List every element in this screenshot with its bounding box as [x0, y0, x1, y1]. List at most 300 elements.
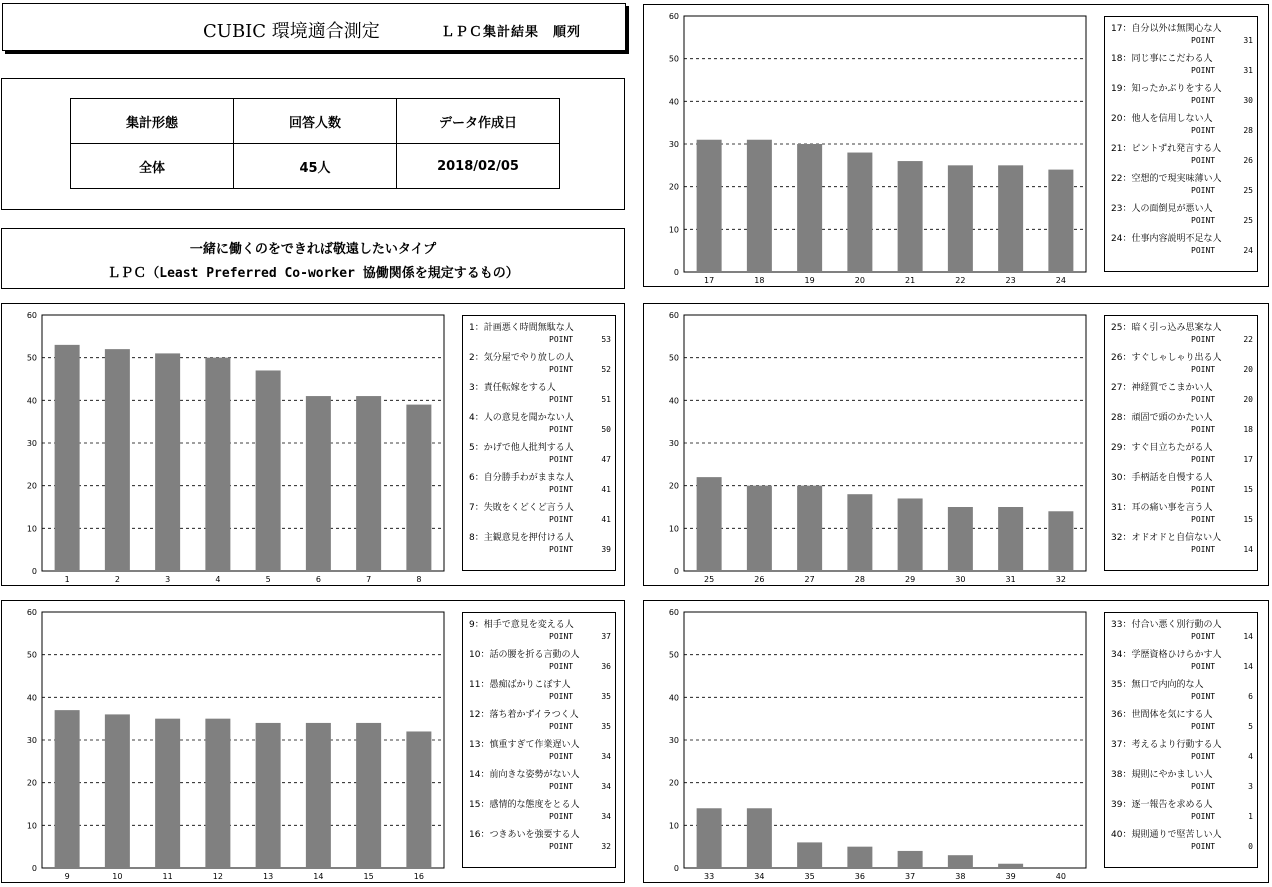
legend-point-value: 51	[601, 395, 611, 404]
legend-point-value: 35	[601, 722, 611, 731]
x-tick-label: 31	[1005, 575, 1016, 584]
legend-label: 26：すぐしゃしゃり出る人	[1111, 353, 1222, 363]
legend-item	[469, 410, 611, 440]
summary-box	[1, 78, 625, 210]
legend-item	[1111, 617, 1253, 647]
legend-point-label: POINT	[1191, 395, 1216, 404]
legend-item	[469, 677, 611, 707]
y-tick-label: 0	[31, 864, 37, 873]
legend-label: 24：仕事内容説明不足な人	[1111, 234, 1222, 244]
chart-legend	[462, 315, 616, 571]
legend-label: 30：手柄話を自慢する人	[1111, 473, 1213, 483]
summary-header-cell: 回答人数	[234, 99, 397, 144]
y-tick-label: 20	[668, 481, 679, 491]
legend-item	[1111, 500, 1253, 530]
bar	[55, 710, 80, 868]
legend-item	[1111, 51, 1253, 81]
legend-point-label: POINT	[1191, 752, 1216, 761]
legend-label: 10：話の腰を折る言動の人	[469, 650, 580, 660]
x-tick-label: 13	[263, 872, 274, 881]
y-tick-label: 0	[673, 864, 679, 873]
legend-point-value: 1	[1248, 812, 1253, 821]
x-tick-label: 23	[1005, 276, 1016, 285]
legend-label: 3：責任転嫁をする人	[469, 383, 556, 393]
bar	[747, 808, 772, 868]
legend-point-value: 34	[601, 812, 611, 821]
x-tick-label: 33	[704, 872, 715, 881]
x-tick-label: 15	[363, 872, 374, 881]
legend-point-label: POINT	[1191, 812, 1216, 821]
bar	[898, 161, 923, 272]
summary-value-cell: 全体	[71, 144, 234, 189]
bar	[105, 349, 130, 571]
x-tick-label: 37	[905, 872, 916, 881]
legend-point-label: POINT	[1191, 455, 1216, 464]
legend-point-label: POINT	[549, 365, 574, 374]
legend-label: 25：暗く引っ込み思案な人	[1111, 323, 1222, 333]
x-tick-label: 32	[1055, 575, 1066, 584]
x-tick-label: 29	[905, 575, 916, 584]
legend-item	[1111, 470, 1253, 500]
legend-point-label: POINT	[549, 662, 574, 671]
legend-point-label: POINT	[549, 692, 574, 701]
bar	[256, 723, 281, 868]
legend-label: 21：ピントずれ発言する人	[1111, 144, 1222, 154]
legend-point-label: POINT	[1191, 692, 1216, 701]
legend-point-label: POINT	[549, 395, 574, 404]
x-tick-label: 24	[1055, 276, 1066, 285]
legend-item	[1111, 320, 1253, 350]
legend-label: 8：主観意見を押付ける人	[469, 533, 574, 543]
bar	[697, 140, 722, 272]
legend-point-value: 26	[1243, 156, 1253, 165]
x-tick-label: 16	[413, 872, 424, 881]
y-tick-label: 10	[26, 821, 37, 831]
legend-point-label: POINT	[549, 545, 574, 554]
legend-item	[1111, 737, 1253, 767]
bar	[356, 396, 381, 571]
legend-point-label: POINT	[549, 812, 574, 821]
x-tick-label: 18	[754, 276, 765, 285]
x-tick-label: 10	[112, 872, 123, 881]
legend-label: 16：つきあいを強要する人	[469, 830, 580, 840]
legend-item	[1111, 677, 1253, 707]
legend-item	[1111, 827, 1253, 857]
x-tick-label: 35	[804, 872, 815, 881]
legend-item	[1111, 647, 1253, 677]
legend-point-label: POINT	[1191, 36, 1216, 45]
legend-point-value: 6	[1248, 692, 1253, 701]
legend-label: 40：規則通りで堅苦しい人	[1111, 830, 1222, 840]
chart-panel	[643, 303, 1269, 586]
legend-item	[469, 707, 611, 737]
legend-point-value: 41	[601, 515, 611, 524]
y-tick-label: 0	[673, 567, 679, 576]
legend-label: 5：かげで他人批判する人	[469, 443, 574, 453]
y-tick-label: 50	[26, 353, 37, 363]
legend-point-label: POINT	[549, 335, 574, 344]
y-tick-label: 30	[668, 439, 679, 448]
legend-point-label: POINT	[1191, 515, 1216, 524]
x-tick-label: 40	[1055, 872, 1066, 881]
x-tick-label: 36	[854, 872, 865, 881]
legend-item	[1111, 410, 1253, 440]
bar	[847, 153, 872, 272]
legend-label: 4：人の意見を聞かない人	[469, 413, 574, 423]
chart-legend	[1104, 16, 1258, 272]
bar	[205, 719, 230, 868]
y-tick-label: 50	[668, 54, 679, 64]
legend-point-label: POINT	[1191, 246, 1216, 255]
bar	[205, 358, 230, 571]
bar	[747, 486, 772, 571]
bar	[948, 855, 973, 868]
y-tick-label: 60	[26, 311, 37, 320]
legend-point-value: 39	[601, 545, 611, 554]
y-tick-label: 30	[668, 736, 679, 745]
bar	[847, 847, 872, 868]
legend-point-value: 34	[601, 782, 611, 791]
y-tick-label: 10	[668, 821, 679, 831]
bar	[406, 731, 431, 868]
legend-point-value: 5	[1248, 722, 1253, 731]
legend-point-value: 28	[1243, 126, 1253, 135]
bar	[998, 864, 1023, 868]
legend-point-value: 31	[1243, 36, 1253, 45]
legend-item	[469, 767, 611, 797]
legend-point-value: 50	[601, 425, 611, 434]
legend-item	[469, 470, 611, 500]
legend-point-value: 14	[1243, 545, 1253, 554]
bar	[797, 842, 822, 868]
y-tick-label: 0	[31, 567, 37, 576]
y-tick-label: 20	[668, 182, 679, 192]
description-line: ＬＰＣ（Least Preferred Co-worker 協働関係を規定するもの）	[107, 266, 519, 281]
legend-item	[1111, 797, 1253, 827]
y-tick-label: 40	[668, 693, 679, 703]
legend-point-label: POINT	[1191, 365, 1216, 374]
y-tick-label: 20	[668, 778, 679, 788]
legend-point-label: POINT	[549, 782, 574, 791]
legend-point-label: POINT	[1191, 545, 1216, 554]
legend-point-value: 0	[1248, 842, 1253, 851]
bar	[948, 165, 973, 272]
x-tick-label: 26	[754, 575, 765, 584]
legend-item	[469, 380, 611, 410]
legend-point-label: POINT	[549, 485, 574, 494]
legend-point-value: 52	[601, 365, 611, 374]
legend-item	[1111, 141, 1253, 171]
legend-point-label: POINT	[1191, 126, 1216, 135]
legend-point-value: 30	[1243, 96, 1253, 105]
legend-point-label: POINT	[1191, 186, 1216, 195]
legend-label: 33：付合い悪く別行動の人	[1111, 620, 1222, 630]
legend-label: 37：考えるより行動する人	[1111, 740, 1222, 750]
y-tick-label: 0	[673, 268, 679, 277]
x-tick-label: 30	[955, 575, 966, 584]
y-tick-label: 20	[26, 778, 37, 788]
y-tick-label: 40	[26, 693, 37, 703]
y-tick-label: 40	[26, 396, 37, 406]
y-tick-label: 50	[26, 650, 37, 660]
legend-item	[469, 797, 611, 827]
legend-point-value: 15	[1243, 515, 1253, 524]
legend-point-label: POINT	[1191, 335, 1216, 344]
y-tick-label: 60	[668, 12, 679, 21]
legend-item	[1111, 530, 1253, 560]
legend-point-value: 25	[1243, 186, 1253, 195]
legend-point-value: 14	[1243, 662, 1253, 671]
legend-point-label: POINT	[549, 752, 574, 761]
bar	[155, 719, 180, 868]
bar	[797, 144, 822, 272]
x-tick-label: 4	[215, 575, 221, 584]
legend-point-value: 3	[1248, 782, 1253, 791]
description-line: 一緒に働くのをできれば敬遠したいタイプ	[189, 242, 437, 257]
legend-point-label: POINT	[1191, 156, 1216, 165]
legend-point-value: 34	[601, 752, 611, 761]
legend-item	[1111, 380, 1253, 410]
y-tick-label: 10	[668, 225, 679, 235]
legend-point-label: POINT	[549, 515, 574, 524]
legend-item	[1111, 171, 1253, 201]
legend-label: 29：すぐ目立ちたがる人	[1111, 443, 1213, 453]
legend-point-value: 20	[1243, 395, 1253, 404]
bar	[697, 477, 722, 571]
legend-label: 19：知ったかぶりをする人	[1111, 84, 1222, 94]
summary-table	[70, 98, 560, 189]
x-tick-label: 8	[416, 575, 422, 584]
legend-point-value: 41	[601, 485, 611, 494]
summary-header-cell: 集計形態	[71, 99, 234, 144]
x-tick-label: 1	[64, 575, 70, 584]
legend-item	[1111, 81, 1253, 111]
bar	[406, 405, 431, 571]
chart-panel	[1, 600, 625, 883]
legend-label: 15：感情的な態度をとる人	[469, 800, 580, 810]
bar	[797, 486, 822, 571]
legend-point-value: 15	[1243, 485, 1253, 494]
legend-label: 23：人の面倒見が悪い人	[1111, 204, 1213, 214]
x-tick-label: 2	[114, 575, 120, 584]
legend-item	[469, 647, 611, 677]
y-tick-label: 10	[26, 524, 37, 534]
x-tick-label: 5	[265, 575, 271, 584]
chart-legend	[462, 612, 616, 868]
bar	[306, 396, 331, 571]
legend-label: 27：神経質でこまかい人	[1111, 383, 1213, 393]
bar	[998, 165, 1023, 272]
legend-item	[469, 440, 611, 470]
legend-item	[469, 737, 611, 767]
legend-label: 7：失敗をくどくど言う人	[469, 503, 574, 513]
legend-item	[1111, 231, 1253, 261]
legend-label: 6：自分勝手わがままな人	[469, 473, 574, 483]
legend-point-value: 22	[1243, 335, 1253, 344]
legend-point-label: POINT	[1191, 722, 1216, 731]
legend-label: 39：逐一報告を求める人	[1111, 800, 1213, 810]
legend-label: 17：自分以外は無関心な人	[1111, 24, 1222, 34]
legend-point-value: 32	[601, 842, 611, 851]
legend-item	[1111, 111, 1253, 141]
x-tick-label: 11	[162, 872, 173, 881]
legend-point-value: 25	[1243, 216, 1253, 225]
legend-point-label: POINT	[549, 632, 574, 641]
legend-item	[1111, 21, 1253, 51]
legend-point-value: 36	[601, 662, 611, 671]
legend-label: 9：相手で意見を変える人	[469, 620, 574, 630]
legend-item	[1111, 707, 1253, 737]
legend-label: 18：同じ事にこだわる人	[1111, 54, 1213, 64]
x-tick-label: 17	[704, 276, 715, 285]
legend-label: 35：無口で内向的な人	[1111, 680, 1204, 690]
y-tick-label: 30	[668, 140, 679, 149]
legend-item	[1111, 440, 1253, 470]
legend-label: 20：他人を信用しない人	[1111, 114, 1213, 124]
x-tick-label: 12	[212, 872, 223, 881]
y-tick-label: 40	[668, 396, 679, 406]
legend-point-value: 53	[601, 335, 611, 344]
bar	[1048, 511, 1073, 571]
bar	[105, 714, 130, 868]
bar	[256, 370, 281, 571]
x-tick-label: 25	[704, 575, 715, 584]
legend-item	[1111, 350, 1253, 380]
legend-point-label: POINT	[1191, 66, 1216, 75]
x-tick-label: 38	[955, 872, 966, 881]
legend-label: 1：計画悪く時間無駄な人	[469, 323, 574, 333]
page-title: CUBIC 環境適合測定	[203, 21, 380, 42]
bar	[948, 507, 973, 571]
legend-label: 34：学歴資格ひけらかす人	[1111, 650, 1222, 660]
y-tick-label: 50	[668, 650, 679, 660]
legend-label: 2：気分屋でやり放しの人	[469, 353, 574, 363]
legend-point-label: POINT	[549, 722, 574, 731]
y-tick-label: 50	[668, 353, 679, 363]
bar	[55, 345, 80, 571]
legend-point-label: POINT	[549, 455, 574, 464]
description-box	[1, 228, 625, 289]
legend-point-value: 14	[1243, 632, 1253, 641]
y-tick-label: 30	[26, 439, 37, 448]
y-tick-label: 10	[668, 524, 679, 534]
chart-panel	[1, 303, 625, 586]
x-tick-label: 9	[64, 872, 70, 881]
bar	[155, 353, 180, 571]
x-tick-label: 6	[315, 575, 321, 584]
y-tick-label: 40	[668, 97, 679, 107]
x-tick-label: 28	[854, 575, 865, 584]
legend-item	[1111, 767, 1253, 797]
legend-item	[1111, 201, 1253, 231]
chart-legend	[1104, 612, 1258, 868]
bar	[898, 851, 923, 868]
chart-panel	[643, 600, 1269, 883]
legend-item	[469, 530, 611, 560]
legend-point-value: 31	[1243, 66, 1253, 75]
legend-point-value: 35	[601, 692, 611, 701]
legend-point-value: 17	[1243, 455, 1253, 464]
y-tick-label: 60	[668, 311, 679, 320]
legend-point-value: 47	[601, 455, 611, 464]
y-tick-label: 60	[26, 608, 37, 617]
legend-point-label: POINT	[1191, 425, 1216, 434]
legend-point-label: POINT	[549, 842, 574, 851]
legend-label: 28：頑固で頭のかたい人	[1111, 413, 1213, 423]
legend-point-value: 4	[1248, 752, 1253, 761]
legend-item	[469, 827, 611, 857]
summary-value-cell: 45人	[234, 144, 397, 189]
legend-item	[469, 500, 611, 530]
legend-item	[469, 350, 611, 380]
legend-item	[469, 320, 611, 350]
bar	[998, 507, 1023, 571]
legend-point-value: 37	[601, 632, 611, 641]
title-box	[2, 3, 626, 51]
summary-value-cell: 2018/02/05	[397, 144, 560, 189]
legend-point-label: POINT	[1191, 96, 1216, 105]
legend-point-value: 24	[1243, 246, 1253, 255]
x-tick-label: 27	[804, 575, 815, 584]
legend-label: 12：落ち着かずイラつく人	[469, 710, 579, 720]
legend-point-label: POINT	[1191, 632, 1216, 641]
legend-label: 11：愚痴ばかりこぼす人	[469, 680, 571, 690]
x-tick-label: 7	[366, 575, 372, 584]
legend-label: 14：前向きな姿勢がない人	[469, 770, 580, 780]
legend-label: 31：耳の痛い事を言う人	[1111, 503, 1213, 513]
x-tick-label: 34	[754, 872, 765, 881]
legend-point-label: POINT	[1191, 662, 1216, 671]
legend-point-label: POINT	[1191, 782, 1216, 791]
bar	[697, 808, 722, 868]
page-subtitle: ＬＰＣ集計結果 順列	[441, 25, 582, 40]
legend-item	[469, 617, 611, 647]
y-tick-label: 20	[26, 481, 37, 491]
x-tick-label: 19	[804, 276, 815, 285]
y-tick-label: 60	[668, 608, 679, 617]
summary-value-row	[71, 144, 560, 189]
legend-label: 13：慎重すぎて作業遅い人	[469, 740, 580, 750]
legend-point-label: POINT	[1191, 485, 1216, 494]
bar	[1048, 170, 1073, 272]
summary-header-row	[71, 99, 560, 144]
bar	[747, 140, 772, 272]
x-tick-label: 39	[1005, 872, 1016, 881]
x-tick-label: 3	[165, 575, 171, 584]
legend-point-label: POINT	[549, 425, 574, 434]
x-tick-label: 21	[905, 276, 916, 285]
legend-label: 32：オドオドと自信ない人	[1111, 533, 1222, 543]
x-tick-label: 20	[854, 276, 865, 285]
chart-legend	[1104, 315, 1258, 571]
legend-point-label: POINT	[1191, 216, 1216, 225]
legend-label: 22：空想的で現実味薄い人	[1111, 174, 1222, 184]
bar	[306, 723, 331, 868]
bar	[847, 494, 872, 571]
x-tick-label: 14	[313, 872, 324, 881]
summary-header-cell: データ作成日	[397, 99, 560, 144]
bar	[356, 723, 381, 868]
y-tick-label: 30	[26, 736, 37, 745]
chart-panel	[643, 4, 1269, 287]
bar	[898, 498, 923, 571]
legend-point-label: POINT	[1191, 842, 1216, 851]
legend-point-value: 18	[1243, 425, 1253, 434]
legend-point-value: 20	[1243, 365, 1253, 374]
legend-label: 36：世間体を気にする人	[1111, 710, 1213, 720]
legend-label: 38：規則にやかましい人	[1111, 770, 1213, 780]
x-tick-label: 22	[955, 276, 966, 285]
